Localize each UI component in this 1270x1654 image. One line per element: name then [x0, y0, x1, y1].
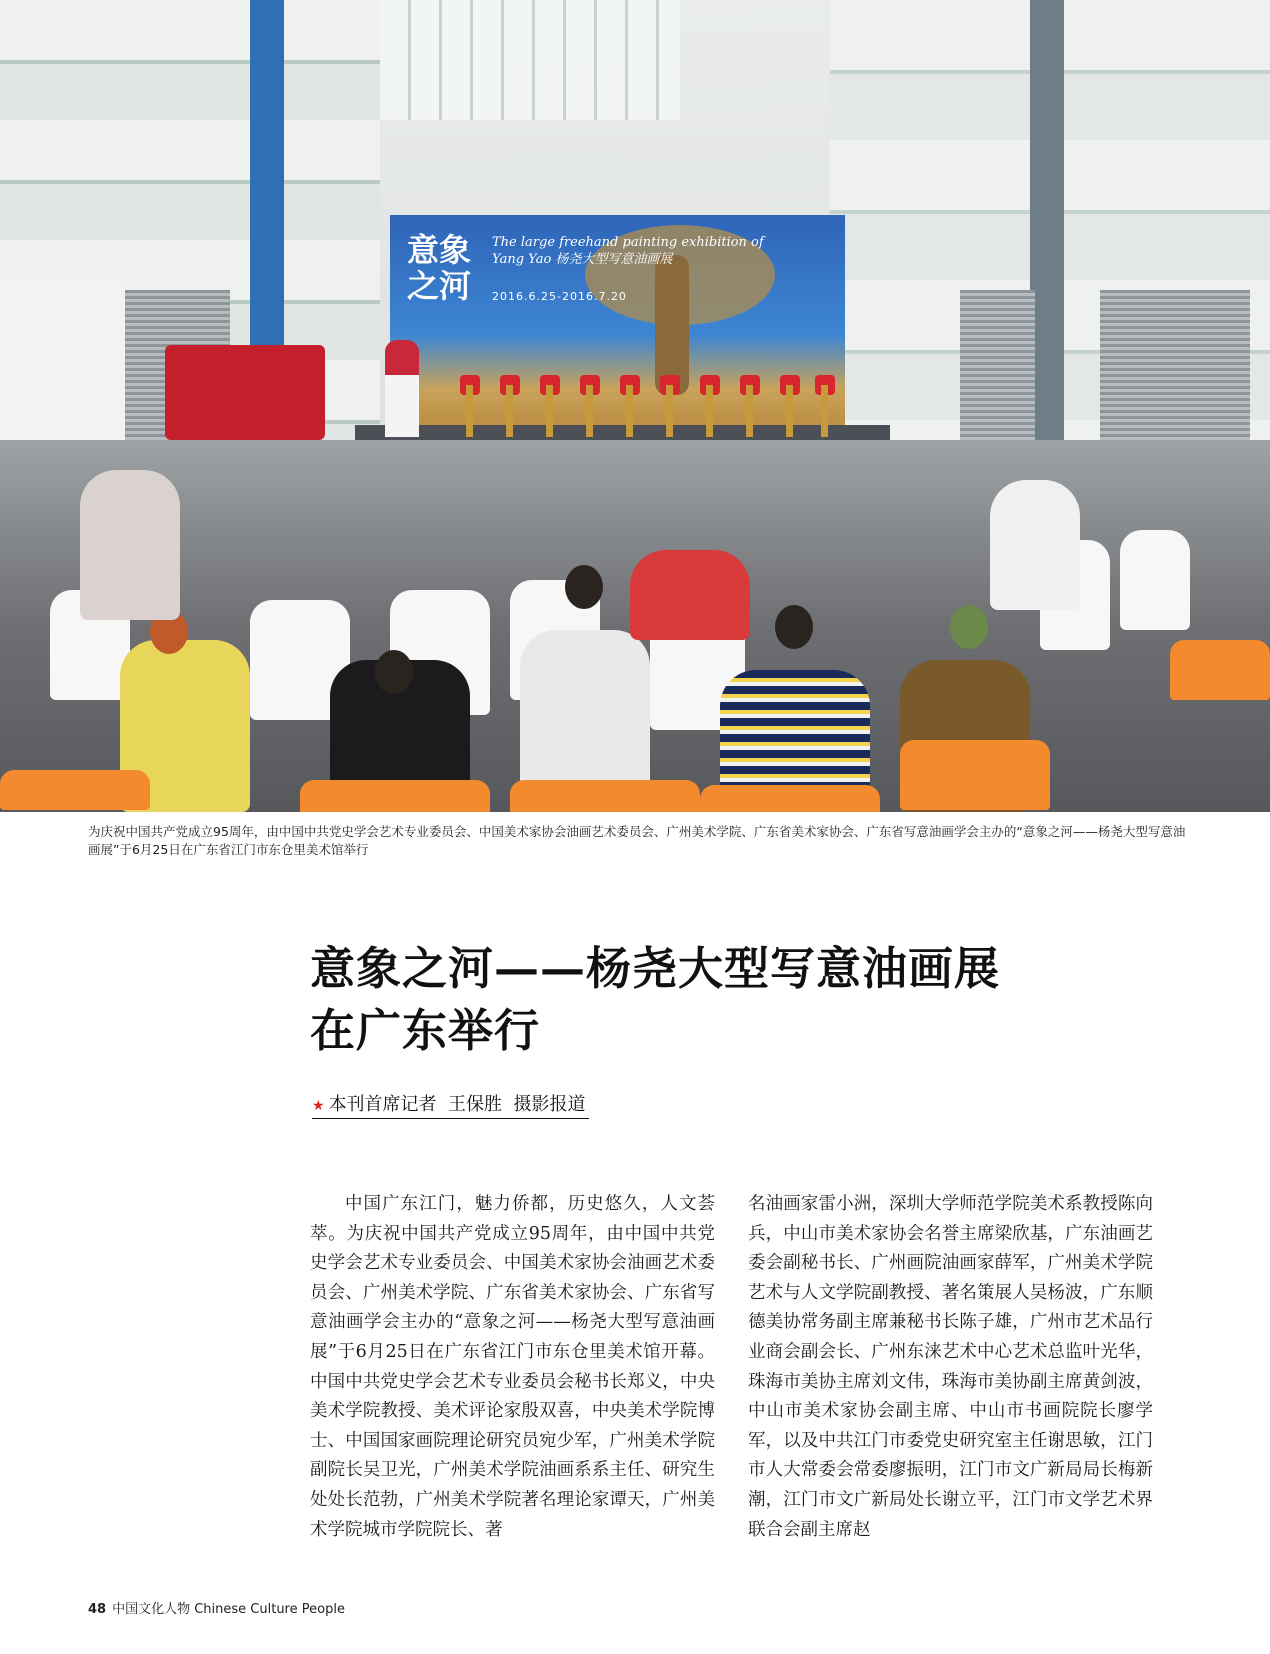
audience-member: [990, 480, 1080, 610]
page-footer: [88, 1598, 345, 1617]
skylight: [380, 0, 680, 120]
banner-dates: 2016.6.25-2016.7.20: [492, 290, 627, 303]
easel: [626, 385, 633, 437]
audience-member: [80, 470, 180, 620]
article-title: [310, 938, 1130, 1062]
banner-subtitle: The large freehand painting exhibition of Yang Yao 杨尧大型写意油画展: [492, 235, 764, 267]
easel: [506, 385, 513, 437]
audience-member: [630, 550, 750, 640]
easel: [821, 385, 828, 437]
orange-chair: [300, 780, 490, 812]
shutter-mid: [960, 290, 1035, 440]
orange-chair: [510, 780, 700, 812]
easel: [586, 385, 593, 437]
orange-chair: [0, 770, 150, 810]
title-line-1: 意象之河——杨尧大型写意油画展: [310, 942, 1001, 995]
magazine-name: 中国文化人物 Chinese Culture People: [112, 1602, 345, 1617]
red-drape: [165, 345, 325, 440]
audience-head: [565, 565, 603, 609]
easel: [786, 385, 793, 437]
white-chair: [1120, 530, 1190, 630]
event-photo: [0, 0, 1270, 812]
title-line-2: 在广东举行: [310, 1004, 541, 1057]
pillar-right: [1030, 0, 1064, 470]
shutter-right: [1100, 290, 1250, 440]
page-number: 48: [88, 1602, 107, 1617]
podium: [385, 375, 419, 437]
audience-head: [950, 605, 988, 649]
orange-chair: [700, 785, 880, 812]
article-column-left: 中国广东江门，魅力侨都，历史悠久，人文荟萃。为庆祝中国共产党成立95周年，由中国中共党史学会艺术专业委员会、中国美术家协会油画艺术委员会、广州美术学院、广东省美术家协会、广东省写意油画学会主办的“意象之河——杨尧大型写意油画展”于6月25日在广东省江门市东仓里美术馆开幕。中国中共党史学会艺术专业委员会秘书长郑义，中央美术学院教授、美术评论家殷双喜，中央美术学院博士、中国国家画院理论研究员宛少军，广州美术学院副院长吴卫光，广州美术学院油画系系主任、研究生处处长范勃，广州美术学院著名理论家谭天，广州美术学院城市学院院长、著: [310, 1194, 715, 1540]
easel: [746, 385, 753, 437]
easel: [546, 385, 553, 437]
orange-chair: [900, 740, 1050, 810]
easel: [466, 385, 473, 437]
easel: [706, 385, 713, 437]
byline: [312, 1090, 589, 1119]
easel: [666, 385, 673, 437]
photo-caption: 为庆祝中国共产党成立95周年，由中国中共党史学会艺术专业委员会、中国美术家协会油画艺术委员会、广州美术学院、广东省美术家协会、广东省写意油画学会主办的“意象之河——杨尧大型写意油画展”于6月25日在广东省江门市东仓里美术馆举行: [88, 824, 1186, 857]
audience-head: [775, 605, 813, 649]
audience-head: [375, 650, 413, 694]
star-icon: ★: [312, 1098, 325, 1114]
banner-title: 意象之河: [407, 231, 472, 305]
speaker: [385, 340, 419, 378]
article-column-right: 名油画家雷小洲，深圳大学师范学院美术系教授陈向兵，中山市美术家协会名誉主席梁欣基，广东油画艺委会副秘书长、广州画院油画家薛军，广州美术学院艺术与人文学院副教授、著名策展人吴杨波，广东顺德美协常务副主席兼秘书长陈子雄，广州市艺术品行业商会副会长、广州东涞艺术中心艺术总监叶光华，珠海市美协主席刘文伟，珠海市美协副主席黄剑波，中山市美术家协会副主席、中山市书画院院长廖学军，以及中共江门市委党史研究室主任谢思敏，江门市人大常委会常委廖振明，江门市文广新局局长梅新潮，江门市文广新局处长谢立平，江门市文学艺术界联合会副主席赵: [748, 1194, 1153, 1540]
orange-chair: [1170, 640, 1270, 700]
tree-trunk: [655, 255, 689, 395]
byline-text: 本刊首席记者 王保胜 摄影报道: [328, 1094, 586, 1115]
